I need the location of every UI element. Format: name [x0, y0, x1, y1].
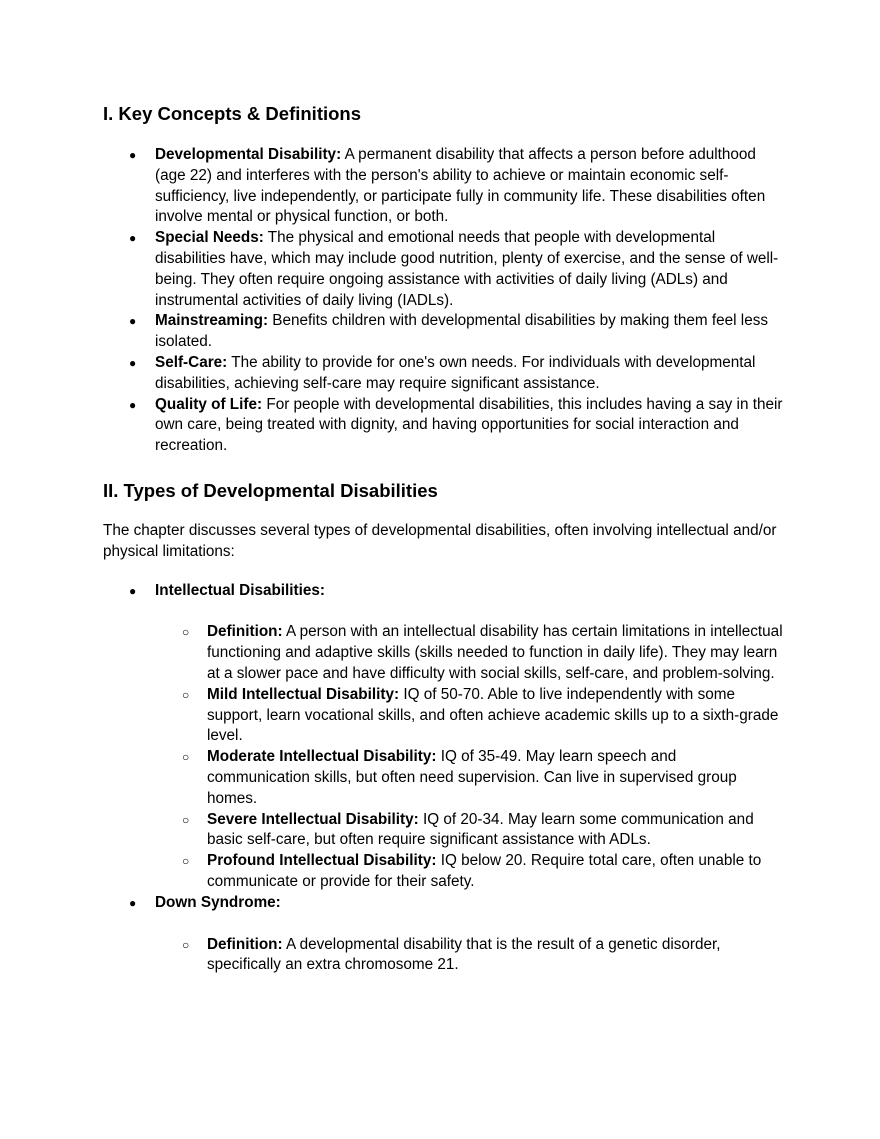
- sublist-item: [155, 622, 783, 684]
- types-list: [103, 581, 783, 977]
- list-item-down-syndrome: [103, 893, 783, 976]
- list-item-developmental-disability: [103, 145, 783, 228]
- intellectual-disabilities-sublist: [155, 622, 783, 892]
- sublist-item: [155, 747, 783, 809]
- document-page: [103, 101, 783, 976]
- term-label: Mild Intellectual Disability:: [207, 685, 400, 703]
- down-syndrome-sublist: [155, 935, 783, 977]
- term-text: IQ of 50-70. Able to live independently with some support, learn vocational skills, and often achieve academic skills up to a sixth-grade level.: [207, 685, 779, 745]
- term-text: For people with developmental disabilities, this includes having a say in their own care, being treated with dignity, and having opportunities for social interaction and recreation.: [155, 395, 783, 455]
- term-label: Special Needs:: [155, 229, 264, 247]
- list-item-intellectual-disabilities: [103, 581, 783, 893]
- list-item-quality-of-life: [103, 395, 783, 457]
- term-label: Mainstreaming:: [155, 312, 269, 330]
- definitions-list: [103, 145, 783, 457]
- term-label: Definition:: [207, 623, 283, 641]
- term-text: A person with an intellectual disability has certain limitations in intellectual functioning and adaptive skills (skills needed to function in daily life). They may learn at a slower pace and have difficulty with social skills, self-care, and problem-solving.: [207, 623, 783, 682]
- term-text: The physical and emotional needs that people with developmental disabilities have, which may include good nutrition, plenty of exercise, and the sense of well-being. They often require ongoing assistance with activities of daily living (ADLs) and instrumental activities of daily living (IADLs).: [155, 229, 779, 309]
- term-label: Self-Care:: [155, 353, 228, 371]
- term-text: Benefits children with developmental disabilities by making them feel less isolated.: [155, 312, 768, 351]
- sublist-item: [155, 851, 783, 893]
- term-text: IQ below 20. Require total care, often unable to communicate or provide for their safety.: [207, 852, 762, 890]
- term-text: A developmental disability that is the result of a genetic disorder, specifically an extra chromosome 21.: [207, 935, 721, 974]
- sublist-item: [155, 935, 783, 977]
- sublist-item: [155, 685, 783, 747]
- term-label: Quality of Life:: [155, 395, 263, 413]
- term-text: The ability to provide for one's own needs. For individuals with developmental disabilities, achieving self-care may require significant assistance.: [155, 353, 756, 392]
- term-label: Developmental Disability:: [155, 146, 342, 163]
- term-label: Profound Intellectual Disability:: [207, 852, 437, 870]
- section-heading-key-concepts: I. Key Concepts & Definitions: [103, 103, 362, 124]
- group-title: Intellectual Disabilities:: [155, 581, 326, 599]
- group-title: Down Syndrome:: [155, 893, 281, 911]
- term-text: A permanent disability that affects a person before adulthood (age 22) and interferes with the person's ability to achieve or maintain economic self-sufficiency, live independently, or participate fully in community life. These disabilities often involve mental or physical function, or both.: [155, 146, 766, 226]
- section-heading-types: II. Types of Developmental Disabilities: [103, 479, 438, 501]
- term-text: IQ of 35-49. May learn speech and communication skills, but often need supervision. Can live in supervised group homes.: [207, 748, 737, 807]
- term-text: IQ of 20-34. May learn some communication and basic self-care, but often require significant assistance with ADLs.: [207, 810, 754, 849]
- list-item-mainstreaming: [103, 311, 783, 353]
- list-item-special-needs: [103, 228, 783, 311]
- list-item-self-care: [103, 353, 783, 395]
- sublist-item: [155, 810, 783, 852]
- term-label: Moderate Intellectual Disability:: [207, 748, 437, 766]
- term-label: Definition:: [207, 935, 283, 953]
- section-intro-paragraph: The chapter discusses several types of developmental disabilities, often involving intellectual and/or physical limitations:: [103, 521, 777, 560]
- term-label: Severe Intellectual Disability:: [207, 810, 419, 828]
